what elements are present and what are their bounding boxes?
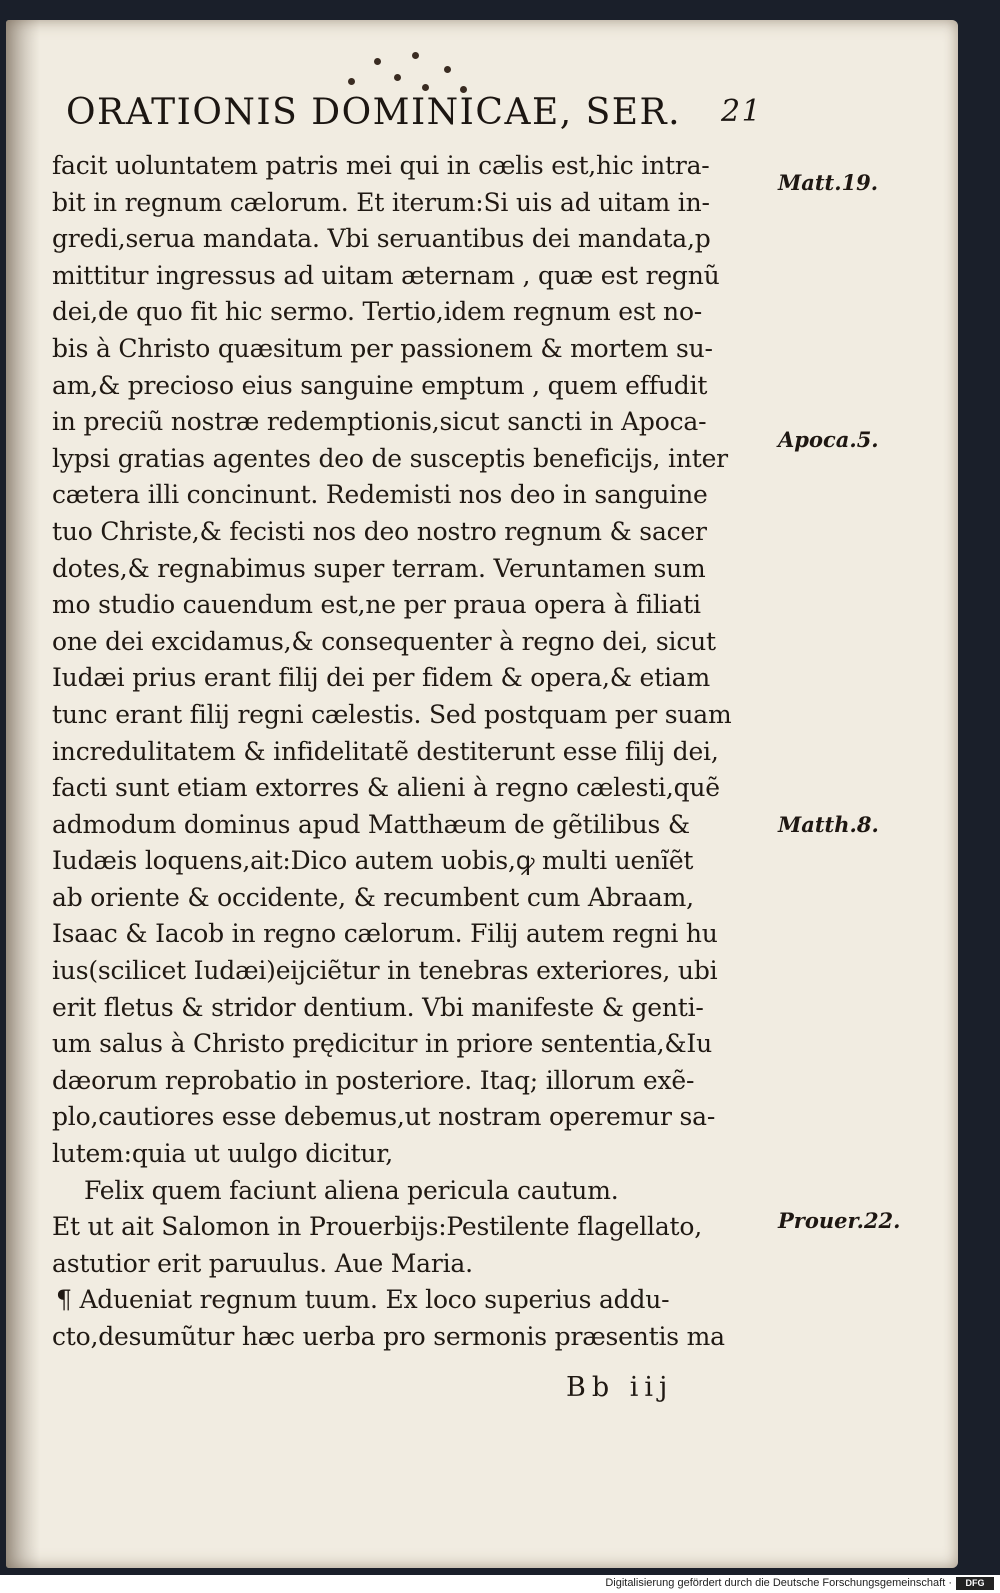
text-line: facit uoluntatem patris mei qui in cælis est,hic intra- [52, 151, 710, 180]
text-line: mittitur ingressus ad uitam æternam , quæ est regnũ [52, 260, 720, 290]
text-line: bis à Christo quæsitum per passionem & mortem su- [52, 333, 713, 363]
text-line: plo,cautiores esse debemus,ut nostram operemur sa- [52, 1102, 716, 1132]
text-line: bit in regnum cælorum. Et iterum:Si uis ad uitam in- [52, 187, 710, 217]
text-line: mo studio cauendum est,ne per praua opera à filiati [52, 590, 701, 620]
text-line: Iudæi prius erant filij dei per fidem & opera,& etiam [52, 663, 710, 693]
text-line: am,& precioso eius sanguine emptum , quem effudit [52, 370, 708, 400]
text-line: gredi,serua mandata. Vbi seruantibus dei mandata,p [52, 224, 711, 254]
text-line: incredulitatem & infidelitatẽ destiterunt esse filij dei, [52, 736, 719, 766]
text-line: dotes,& regnabimus super terram. Veruntamen sum [52, 553, 706, 583]
text-line: dei,de quo fit hic sermo. Tertio,idem regnum est no- [52, 297, 703, 327]
text-line: Iudæis loquens,ait:Dico autem uobis,ꝙ multi uenĩẽt [52, 846, 694, 876]
text-line: tuo Christe,& fecisti nos deo nostro regnum & sacer [52, 516, 707, 546]
running-head [66, 92, 766, 133]
text-line: admodum dominus apud Matthæum de gẽtilibus & [52, 809, 690, 839]
dfg-logo: DFG [956, 1577, 994, 1590]
funding-credit: Digitalisierung gefördert durch die Deutsche Forschungsgemeinschaft · [605, 1577, 952, 1589]
spine-shadow [6, 20, 40, 1568]
text-line: ab oriente & occidente, & recumbent cum Abraam, [52, 882, 694, 912]
text-line: facti sunt etiam extorres & alieni à regno cælesti,quẽ [52, 773, 720, 803]
text-line: Et ut ait Salomon in Prouerbijs:Pestilente flagellato, [52, 1212, 702, 1242]
text-line: ius(scilicet Iudæi)eijciẽtur in tenebras exteriores, ubi [52, 956, 718, 986]
signature-mark: Bb iij [566, 1372, 674, 1403]
book-page [6, 20, 958, 1568]
text-line: astutior erit paruulus. Aue Maria. [52, 1248, 473, 1278]
text-line: dæorum reprobatio in posteriore. Itaq; illorum exẽ- [52, 1065, 695, 1095]
folio-number: 21 [721, 94, 763, 129]
marginal-note-matt19: Matt.19. [778, 170, 879, 195]
text-line: lutem:quia ut uulgo dicitur, [52, 1139, 394, 1169]
marginal-note-apoca5: Apoca.5. [778, 427, 879, 452]
text-line: one dei excidamus,& consequenter à regno dei, sicut [52, 626, 716, 656]
running-head-title: ORATIONIS DOMINICAE, SER. [66, 92, 682, 133]
footer-bar [0, 1575, 1000, 1593]
text-line: um salus à Christo prędicitur in priore sententia,&Iu [52, 1029, 712, 1059]
marginal-note-prouer22: Prouer.22. [778, 1208, 901, 1233]
paragraph-start-line: ¶ Adueniat regnum tuum. Ex loco superius addu- [56, 1285, 670, 1315]
marginal-note-matth8: Matth.8. [778, 812, 879, 837]
main-text-block [52, 148, 772, 1356]
text-line: cto,desumũtur hæc uerba pro sermonis præsentis ma [52, 1322, 725, 1351]
text-line: erit fletus & stridor dentium. Vbi manifeste & genti- [52, 992, 704, 1022]
text-line: tunc erant filij regni cælestis. Sed postquam per suam [52, 699, 732, 729]
text-line: Isaac & Iacob in regno cælorum. Filij autem regni hu [52, 919, 718, 949]
text-line: lypsi gratias agentes deo de susceptis beneficijs, inter [52, 443, 728, 473]
text-line: cætera illi concinunt. Redemisti nos deo in sanguine [52, 480, 708, 510]
verse-quotation: Felix quem faciunt aliena pericula cautum. [84, 1175, 619, 1205]
text-line: in preciũ nostræ redemptionis,sicut sancti in Apoca- [52, 407, 707, 437]
